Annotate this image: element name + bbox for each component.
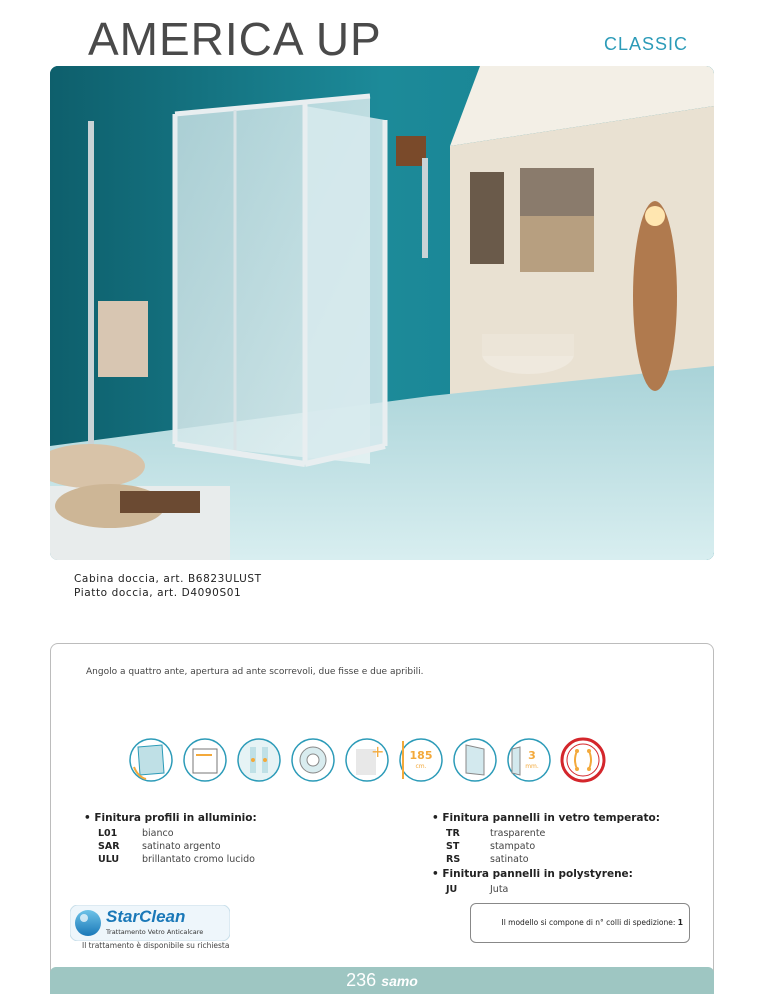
page-footer xyxy=(50,967,714,994)
starclean-logo xyxy=(70,905,230,941)
glass-thickness-icon xyxy=(506,737,552,783)
finish-desc: brillantato cromo lucido xyxy=(142,854,255,865)
height-value: 185 xyxy=(409,749,433,762)
feature-icons xyxy=(128,737,628,787)
vetro-section xyxy=(432,812,660,867)
table-row xyxy=(446,854,545,867)
sliding-door-icon xyxy=(182,737,228,783)
profili-title: • Finitura profili in alluminio: xyxy=(84,812,257,824)
thickness-unit: mm. xyxy=(525,763,539,770)
packaging-label: Il modello si compone di n° colli di spedizione: xyxy=(501,918,676,927)
finish-desc: Juta xyxy=(490,884,509,895)
polystyrene-title: • Finitura pannelli in polystyrene: xyxy=(432,868,633,880)
starclean-tagline: Trattamento Vetro Anticalcare xyxy=(106,928,204,936)
adjustable-profile-icon xyxy=(344,737,390,783)
table-row xyxy=(98,854,255,867)
packaging-box xyxy=(470,903,690,943)
starclean-treatment-icon xyxy=(560,737,606,783)
table-row xyxy=(98,841,255,854)
polystyrene-section xyxy=(432,868,633,897)
magnetic-closure-icon xyxy=(236,737,282,783)
height-unit: cm. xyxy=(415,763,427,770)
footer-brand: samo xyxy=(381,973,418,989)
finish-code: JU xyxy=(446,884,458,895)
roller-wheel-icon xyxy=(290,737,336,783)
finish-desc: stampato xyxy=(490,841,536,852)
finish-code: SAR xyxy=(98,841,120,852)
corner-cabin-icon xyxy=(128,737,174,783)
finish-desc: satinato argento xyxy=(142,841,221,852)
table-row xyxy=(98,828,255,841)
finish-desc: trasparente xyxy=(490,828,546,839)
series-label: CLASSIC xyxy=(603,34,688,54)
finish-desc: satinato xyxy=(490,854,529,865)
thickness-value: 3 xyxy=(528,749,536,762)
page-number: 236 xyxy=(346,970,377,990)
finish-code: ST xyxy=(446,841,460,852)
finish-code: L01 xyxy=(98,828,118,839)
packaging-text xyxy=(501,918,683,927)
finish-code: ULU xyxy=(98,854,120,865)
height-icon xyxy=(398,737,444,783)
product-photo xyxy=(50,66,714,560)
table-row xyxy=(446,841,545,854)
starclean-note: Il trattamento è disponibile su richiesta xyxy=(82,941,230,950)
caption-line-cabin: Cabina doccia, art. B6823ULUST xyxy=(74,573,262,585)
finish-desc: bianco xyxy=(142,828,174,839)
glass-pattern-icon xyxy=(452,737,498,783)
intro-text: Angolo a quattro ante, apertura ad ante scorrevoli, due fisse e due apribili. xyxy=(86,667,424,677)
svg-text:+: + xyxy=(371,742,385,761)
caption xyxy=(74,572,262,600)
table-row xyxy=(446,828,545,841)
table-row xyxy=(446,884,508,897)
finish-code: RS xyxy=(446,854,461,865)
caption-line-tray: Piatto doccia, art. D4090S01 xyxy=(74,587,242,599)
finish-code: TR xyxy=(446,828,460,839)
profili-section xyxy=(84,812,257,867)
product-title: AMERICA UP xyxy=(88,13,382,65)
packaging-count: 1 xyxy=(677,918,683,927)
starclean-brand: StarClean xyxy=(106,907,186,926)
vetro-title: • Finitura pannelli in vetro temperato: xyxy=(432,812,660,824)
